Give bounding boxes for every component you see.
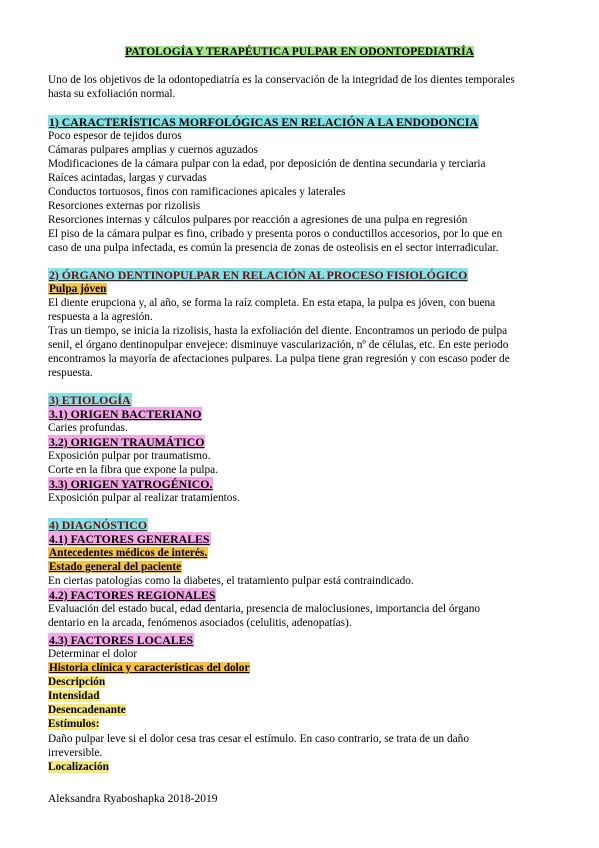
s4-yellow-2: Estado general del paciente (49, 561, 182, 573)
s4-line-4a: Daño pulpar leve si el dolor cesa tras cesar el estímulo. En caso contrario, se trata de un daño (48, 733, 469, 745)
s1-line-2: Cámaras pulpares amplias y cuernos aguzados (48, 144, 258, 156)
footer-author: Aleksandra Ryaboshapka 2018-2019 (48, 793, 218, 805)
s4-yellow-3: Historia clínica y características del dolor (49, 662, 250, 674)
section-3-heading: 3) ETIOLOGÍA (49, 393, 131, 407)
s1-line-9: caso de una pulpa infectada, es común la presencia de zonas de osteolisis en el sector interradicular. (48, 242, 499, 254)
s3-line-1: Caries profundas. (48, 422, 128, 434)
s2-line-2: respuesta a la agresión. (48, 311, 153, 323)
s4-bold-5: Localización (48, 761, 109, 773)
intro-line-1: Uno de los objetivos de la odontopediatría es la conservación de la integridad de los dientes temporales (48, 74, 515, 86)
s2-line-6: respuesta. (48, 367, 93, 379)
section-2-heading: 2) ÓRGANO DENTINOPULPAR EN RELACIÓN AL PROCESO FISIOLÓGICO (49, 268, 468, 282)
s4-sub-1: 4.1) FACTORES GENERALES (49, 532, 210, 546)
section-4-heading: 4) DIAGNÓSTICO (49, 518, 147, 532)
section-1-heading: 1) CARACTERÍSTICAS MORFOLÓGICAS EN RELACIÓN A LA ENDODONCIA (49, 115, 479, 129)
s3-sub-1: 3.1) ORIGEN BACTERIANO (49, 407, 202, 421)
s1-line-3: Modificaciones de la cámara pulpar con la edad, por deposición de dentina secundaria y terciaria (48, 158, 486, 170)
s1-line-7: Resorciones internas y cálculos pulpares por reacción a agresiones de una pulpa en regresión (48, 214, 468, 226)
s1-line-6: Resorciones externas por rizolisis (48, 200, 201, 212)
s3-line-2a: Exposición pulpar por traumatismo. (48, 450, 211, 462)
s4-bold-3: Desencadenante (48, 704, 126, 716)
s2-line-4: senil, el órgano dentinopulpar envejece: disminuye vascularización, nº de células, etc. En este periodo (48, 339, 509, 351)
s3-sub-3: 3.3) ORIGEN YATROGÉNICO. (49, 477, 213, 491)
s3-line-2b: Corte en la fibra que expone la pulpa. (48, 464, 219, 476)
s3-sub-2: 3.2) ORIGEN TRAUMÁTICO (49, 435, 205, 449)
s4-line-3: Determinar el dolor (48, 648, 138, 660)
s4-sub-2: 4.2) FACTORES REGIONALES (49, 588, 216, 602)
s4-line-2b: dentario en la arcada, fenómenos asociados (celulitis, adenopatías). (48, 617, 352, 629)
s1-line-4: Raíces acintadas, largas y curvadas (48, 172, 207, 184)
s4-yellow-1: Antecedentes médicos de interés. (49, 547, 208, 559)
intro-line-2: hasta su exfoliación normal. (48, 88, 176, 100)
s2-line-5: encontramos la mayoría de afectaciones pulpares. La pulpa tiene gran regresión y con escaso poder de (48, 353, 510, 365)
s4-line-2a: Evaluación del estado bucal, edad dentaria, presencia de maloclusiones, importancia del órgano (48, 603, 481, 615)
s2-line-1: El diente erupciona y, al año, se forma la raíz completa. En esta etapa, la pulpa es jóven, con buena (48, 297, 496, 309)
s4-bold-4: Estímulos: (48, 718, 100, 730)
s4-line-4b: irreversible. (48, 747, 103, 759)
s2-subheading: Pulpa jóven (49, 283, 107, 295)
s4-bold-1: Descripción (48, 676, 106, 688)
s4-bold-2: Intensidad (48, 690, 100, 702)
s1-line-5: Conductos tortuosos, finos con ramificaciones apicales y laterales (48, 186, 346, 198)
s1-line-1: Poco espesor de tejidos duros (48, 130, 182, 142)
s1-line-8: El piso de la cámara pulpar es fino, cribado y presenta poros o conductillos accesorios, por lo que en (48, 228, 503, 240)
s4-sub-3: 4.3) FACTORES LOCALES (49, 633, 194, 647)
s3-line-3: Exposición pulpar al realizar tratamientos. (48, 492, 240, 504)
s2-line-3: Tras un tiempo, se inicia la rizolisis, hasta la exfoliación del diente. Encontramos un periodo de pulpa (48, 325, 508, 337)
s4-line-1: En ciertas patologías como la diabetes, el tratamiento pulpar está contraindicado. (48, 575, 414, 587)
page-title: PATOLOGÍA Y TERAPÉUTICA PULPAR EN ODONTOPEDIATRÍA (125, 46, 474, 58)
